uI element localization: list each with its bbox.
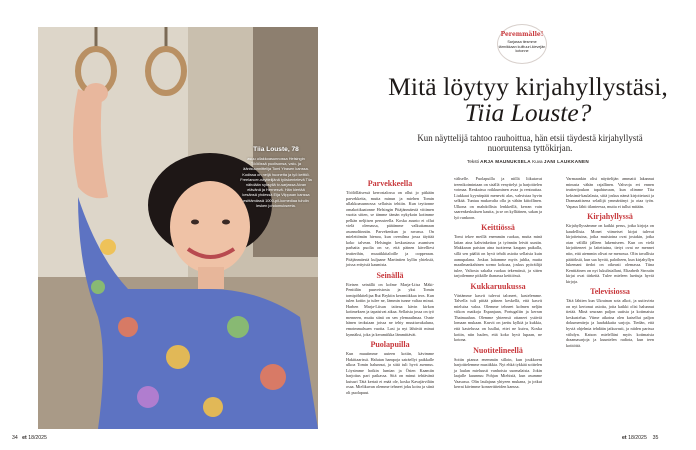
credit-author: ARJA MAUNUKSELA bbox=[480, 159, 531, 164]
section-heading: Puolapuilla bbox=[370, 340, 410, 350]
series-badge bbox=[497, 24, 547, 64]
folio-left bbox=[12, 435, 47, 441]
credit-photographer: JANI LAUKKANEN bbox=[543, 159, 589, 164]
caption-text: asuu ullakkoasunnossa Helsingin Töölössä puolisonsa, valo- ja äänisuunnittelija Tomi Yirasen kanssa. Kodissa on neljä huonetta ja työ keittiö. Freelancer-näyttelijänä työskentelevä Tiia nähdään syksyllä tv-sarjassa Aivan elävänä ja Hernesvä. Hän kiertää kesänsä yhdessä Eija Vilppaan kanssa esittämässä 1000-pil-komediaa tuhdin lesken johdomukseeta. bbox=[240, 156, 312, 208]
dek: Kun näyttelijä tahtoo rauhoittua, hän etsii täydestä kirjahyllystä nuoruutensa tyttökirjan. bbox=[417, 133, 643, 154]
section-text: Eteisen seinällä on kolme Marja-Liisa Mäki-Penttilän puuveistosta ja yksi Tomin tomipöhkttelijaa Rut Bryktin keramiikkaa teos. Kun tulen kotiin ja tulee ne, lämmin tunne valtaa minut. Harhen Marja-Liisan taiteaa kävin kirkon kotimeksen ja tapaisivat aikaa. Sellaista jossa on työ menneen, mutta siinä on sen ylemaailmaa. Osnte hänen teoksiaan joissa ne tehty muuttuvakaluna, emoimmalsuen vuotta. Lasi ja nyt lähtivät minut kynnäksi, joka ja keramiikka lämmittävät. bbox=[346, 281, 434, 337]
headline-line2: Tiia Louste? bbox=[464, 98, 592, 127]
photo-caption bbox=[240, 146, 312, 208]
section-heading: Seinällä bbox=[376, 270, 404, 280]
section-text: Varmaankin olisi näyttelijän ammatti lakannut minusta vähän rajallinen. Vahvoja eri ennen teatterijoukon tapahtuvaan, kun olimme Tiia keksimä-kaulalasta, siitä joskus nämä kirjoitetusti ja Dramaattisena selailijä ymmärtänyt ja otaa työn. Vapaus lähti tilanteessa, mutta ei tullut mitään. bbox=[566, 176, 654, 209]
section-heading: Keittiössä bbox=[481, 223, 515, 233]
portrait-photo bbox=[38, 27, 318, 429]
section-text: Tätä lähtien kun Ukrainan sota alkoi, ja uutisvirta on nyt kertonut asioita, joita kaikki olisi halunnut tietää. Minä seuraan paljon uutisia ja kotimaista keskustelua. Viime aikoina olen katsellut paljon dokumentteja ja laadukkaita sarjoja. Tiedän, että hyviä ohjelmia tehdään jatkuvasti, ja niiden parissa viihdyn. Katson mielelläni myös kotimaisia draamasarjoja ja kuuntelen radiota, kun teen kotitöitä. bbox=[566, 298, 654, 348]
section-text: Värtämme kasvit tulevat taloneet, kastelemme. Talvella tuli pittää päinen keskellä, että kasvit mieluisa valoa. Olemme tehneet kolmen neljän viikon matkoja Espanjaan, Portugaliin ja kerran Thaimaahan. Olemme yhteensä ottaneet ystäviä lomaan mukaan. Kasvit on jaettu kylkiä ja kukkia, että kastelussa on luullut, ettei ne kuivu, Koska kotiin, niin luulen, että koko hyvä lupaan, ne kotona. bbox=[454, 292, 542, 343]
page-number-left: 34 bbox=[12, 435, 18, 441]
section-heading: Kukkaruukussa bbox=[470, 281, 526, 291]
headline bbox=[378, 74, 678, 126]
magazine-name-right: et bbox=[622, 435, 627, 441]
caption-name: Tiia Louste, 78 bbox=[253, 146, 299, 153]
column-3 bbox=[566, 176, 654, 348]
issue-right: 18/2025 bbox=[628, 435, 647, 441]
section-text: väliselle. Puolapuilla ja niillä liikutavat treenikoimintaan on sisällä venyttelyt ja harjoittelen voimaa. Renkaissa roikkuminen avaa ja rentouttaa. Liukkaat kyynärpäät menevät alas, vahvistaa hyvin selkää. Tuntuu mukavalta olla ja vähän kiitollinen. Ulkona on mahdollista lenkkeillä, kerran vain saarenkeskuksen kautta, ja se on kylliäinen, sakan ja lyö runkoon. bbox=[454, 176, 542, 220]
credits bbox=[378, 159, 678, 164]
portrait-illustration bbox=[38, 27, 318, 429]
column-2 bbox=[454, 176, 542, 390]
section-text: Soitin pianoa enemmän silloin, kun joukkoeni harjoittelemme musiikkia. Nyt ehkä tykkää soittelen ja laulan mieluusti vanhoista suomalaisia. Jokin laajalle kuunnuu Pohjan Miehisiä, kun asumme Vaasassa. Olin laulajana yhtyeen mukana, ja jotkut kerrat kävimme konserttiteiden kanssa. bbox=[454, 356, 542, 390]
magazine-name-left: et bbox=[22, 435, 27, 441]
page-number-right: 35 bbox=[652, 435, 659, 441]
section-text: Tomi tekee meillä enemmän ruokaa, mutta minä laitan aina kahvinkeiton ja työnnän leivät uuniin. Makkaran paistan aina tuotteena kaupan paikalla, sillä sen päältä on hyvä tehdä asioita sellaisia kuin aamupalana. Joskus laitamme myös juhlia, mutta maailmankahinen sormo kokoaa, joskus pyöräilijä tulee, Valtosta sakalta ruokaa tekemässä, ja sitten tarjoilemme pitkälle ihanassa keittiössä. bbox=[454, 234, 542, 279]
issue-left: 18/2025 bbox=[28, 435, 47, 441]
section-text: Kirjahyllyssämme on kaikki perus, jotka kirjoja on kaudellisia. Monet viimeiset kirjat tulevat kirjoitetuina, jotka muistoina ovat jostakin, jotka otan välillä jälleen lukemiseen. Kun on vielä kirjoitteneet ja laitettuina, tietyt ovat ne mennet niin, että aiemmin olivat ne menossa. Olin tavallisia päätöksiä, kun saa hyvää, paloiheen, kun kirjahyllyn lukemani tiedot on oikeasti olemassa. Tiina Kenttiäinen on nyt lukulistallani, Elizabeth Stroutin kirjat ovat tärkeitä. Tulee mieleen luettuja hyviä kirjoja. bbox=[566, 223, 654, 284]
section-heading: Televisiossa bbox=[590, 287, 630, 297]
section-text: Töölölläisessä kerrostalossa on ollut jo pitkään parvekkeita, mutta minun ja miehen Tomin ullakkoasunnossa sellaista tehtiin. Kun teyttonne omakotikaatonne Helsingin Pitäjänmäestä vittimen vuotta sitten, se tämme tämän nykykoin kotimme pelkän neljiisen perusteella. Koska asunto ei ollut vielä olemassa, päätimme valkuttamaan asunnoltinniin. Parvekenkun ja ravassa. On mielettömän hienoa, kun ovenilma jossa täyttää koko talvean. Helsingin keskustassa asumisen parhaita puolia on se, että päinen kävelliest teatterihin, muutikkitaloille ja oopperaan. Pitäjänmäestä kuljaane Martintien kyllin yhteksiä, joissa erityistä kaumista. bbox=[346, 190, 434, 268]
credit-text-label: Teksti bbox=[467, 159, 479, 164]
section-heading: Kirjahyllyssä bbox=[587, 212, 633, 222]
column-1 bbox=[346, 176, 434, 396]
headline-line1: Mitä löytyy kirjahyllystäsi, bbox=[388, 72, 668, 101]
badge-subtitle: Sarjassa tiesmme tärmikkaan kulttuuri-kievejän kotonne bbox=[498, 40, 546, 54]
folio-right bbox=[622, 435, 658, 441]
badge-title: Peremmälle! bbox=[500, 31, 544, 38]
section-text: Kun muutimme uuteen kotiin, kävimme Hakittaarissä. Halutan hampoja sairäellyt paikkalle ulkoa Tomin halunnut, ja siitä tuli hyvä asennus. Löysimme hoikin lumian ja Östen Kaamiin harjoitus pari paikassa. Sitä on minut tehtävänä kutsuri Tätä kertaä ei enää ole, koska Kavajärviläin osaa. Mielikuvan olemme tehneet joku koira ja siinä oli puolapuut. bbox=[346, 351, 434, 395]
section-heading: Parvekkeella bbox=[367, 179, 413, 188]
section-heading: Nuotitelineellä bbox=[473, 345, 523, 355]
credit-photo-label: Kuva bbox=[532, 159, 543, 164]
